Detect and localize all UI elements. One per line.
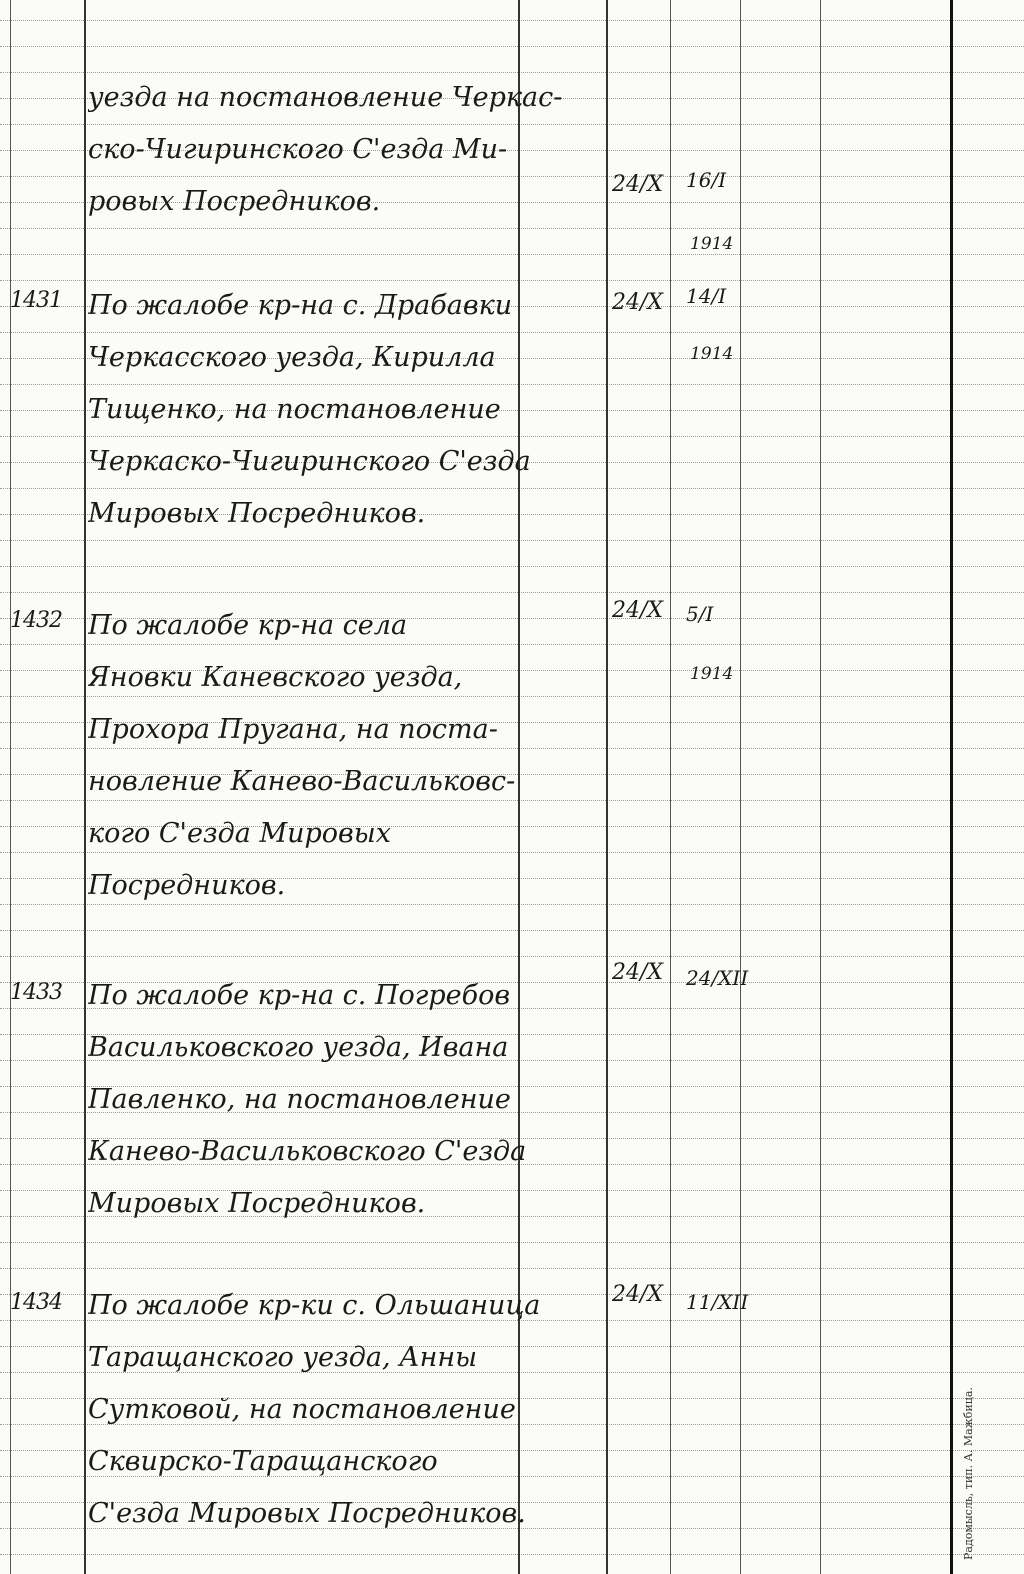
date-received: 24/X bbox=[612, 598, 664, 623]
printer-imprint: Радомысль, тип. А. Мажбица. bbox=[962, 1387, 975, 1560]
entry-line: По жалобе кр-на села bbox=[88, 610, 408, 641]
ruled-line bbox=[0, 228, 1024, 229]
entry-line: По жалобе кр-ки с. Ольшаница bbox=[88, 1290, 541, 1321]
entry-line: Яновки Каневского уезда, bbox=[88, 662, 463, 693]
column-divider-extra-1 bbox=[740, 0, 741, 1574]
entry-line: Канево-Васильковского С'езда bbox=[88, 1136, 527, 1167]
entry-line: Сутковой, на постановление bbox=[88, 1394, 516, 1425]
entry-line: Мировых Посредников. bbox=[88, 1188, 426, 1219]
entry-line: Васильковского уезда, Ивана bbox=[88, 1032, 509, 1063]
column-divider-number bbox=[84, 0, 86, 1574]
entry-line: ско-Чигиринского С'езда Ми- bbox=[88, 134, 508, 165]
entry-line: новление Канево-Васильковс- bbox=[88, 766, 516, 797]
ruled-line bbox=[0, 20, 1024, 21]
entry-number: 1434 bbox=[10, 1290, 62, 1315]
entry-line: Тищенко, на постановление bbox=[88, 394, 501, 425]
entry-line: По жалобе кр-на с. Драбавки bbox=[88, 290, 513, 321]
date-received: 24/X bbox=[612, 1282, 664, 1307]
entry-line: Таращанского уезда, Анны bbox=[88, 1342, 478, 1373]
entry-text bbox=[88, 280, 608, 540]
date-decided: 16/I bbox=[686, 168, 727, 192]
entry-line: С'езда Мировых Посредников. bbox=[88, 1498, 526, 1529]
entry-line: По жалобе кр-на с. Погребов bbox=[88, 980, 511, 1011]
entry-text bbox=[88, 970, 608, 1230]
ruled-line bbox=[0, 254, 1024, 255]
ruled-line bbox=[0, 1242, 1024, 1243]
date-decided: 14/I bbox=[686, 284, 727, 308]
date-year: 1914 bbox=[690, 344, 734, 364]
ruled-line bbox=[0, 540, 1024, 541]
column-divider-date-decided bbox=[670, 0, 671, 1574]
ruled-line bbox=[0, 1268, 1024, 1269]
date-decided: 5/I bbox=[686, 602, 714, 626]
entry-line: Мировых Посредников. bbox=[88, 498, 426, 529]
entry-number: 1431 bbox=[10, 288, 62, 313]
entry-line: Сквирско-Таращанского bbox=[88, 1446, 438, 1477]
margin-line-left bbox=[10, 0, 11, 1574]
date-year: 1914 bbox=[690, 234, 734, 254]
date-received: 24/X bbox=[612, 960, 664, 985]
ruled-line bbox=[0, 956, 1024, 957]
date-received: 24/X bbox=[612, 290, 664, 315]
column-divider-extra-2 bbox=[820, 0, 821, 1574]
column-divider-right bbox=[950, 0, 953, 1574]
ruled-line bbox=[0, 566, 1024, 567]
entry-text-continued bbox=[88, 72, 608, 228]
entry-text bbox=[88, 1280, 608, 1540]
ruled-line bbox=[0, 1554, 1024, 1555]
date-decided: 24/XII bbox=[686, 966, 749, 990]
entry-line: Павленко, на постановление bbox=[88, 1084, 511, 1115]
entry-line: ровых Посредников. bbox=[88, 186, 381, 217]
ruled-line bbox=[0, 930, 1024, 931]
entry-number: 1433 bbox=[10, 980, 62, 1005]
entry-line: кого С'езда Мировых bbox=[88, 818, 391, 849]
ruled-line bbox=[0, 592, 1024, 593]
entry-line: Черкасского уезда, Кирилла bbox=[88, 342, 496, 373]
entry-text bbox=[88, 600, 608, 912]
entry-number: 1432 bbox=[10, 608, 62, 633]
ruled-line bbox=[0, 46, 1024, 47]
entry-line: Черкаско-Чигиринского С'езда bbox=[88, 446, 531, 477]
date-received: 24/X bbox=[612, 172, 664, 197]
entry-line: Прохора Пругана, на поста- bbox=[88, 714, 498, 745]
entry-line: уезда на постановление Черкас- bbox=[88, 82, 563, 113]
entry-line: Посредников. bbox=[88, 870, 286, 901]
date-decided: 11/XII bbox=[686, 1290, 749, 1314]
date-year: 1914 bbox=[690, 664, 734, 684]
